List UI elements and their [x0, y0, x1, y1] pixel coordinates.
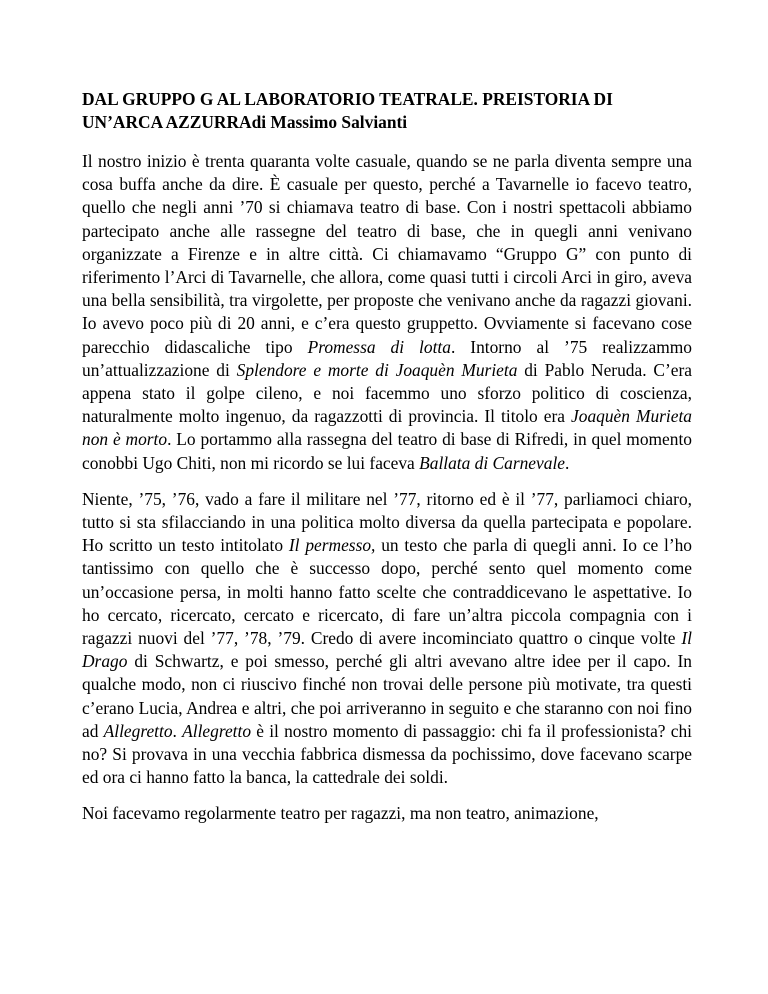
paragraph-text: di Pablo Neruda. C’era appena stato il golpe cileno, e noi facemmo uno sforzo politico di coscienza, naturalmente molto ingenuo, da ragazzotti di provincia. Il titolo era: [82, 359, 692, 427]
paragraph-text: .: [565, 452, 570, 473]
paragraph-2: [82, 488, 692, 790]
paragraph-text: Il nostro inizio è trenta quaranta volte casuale, quando se ne parla diventa sempre una cosa buffa anche da dire. È casuale per questo, perché a Tavarnelle io facevo teatro, quello che negli anni ’70 si chiamava teatro di base. Con i nostri spettacoli abbiamo partecipato anche alle rassegne del teatro di base, che in quegli anni venivano organizzate a Firenze e in altre città. Ci chiamavamo “Gruppo G” con punto di riferimento l’Arci di Tavarnelle, che allora, come quasi tutti i circoli Arci in giro, aveva una bella sensibilità, tra virgolette, per proposte che venivano anche da ragazzi giovani. Io avevo poco più di 20 anni, e c’era questo gruppetto. Ovviamente si facevano cose parecchio didascaliche tipo: [82, 151, 692, 357]
paragraph-1: [82, 150, 692, 475]
italic-title-text: Splendore e morte di Joaquèn Murieta: [236, 359, 518, 380]
document-page: [82, 88, 692, 839]
paragraph-text: è il nostro momento di passaggio: chi fa il professionista? chi no? Si provava in una vecchia fabbrica dismessa da pochissimo, dove facevano scarpe ed ora ci hanno fatto la banca, la cattedrale dei soldi.: [82, 720, 692, 788]
document-title: DAL GRUPPO G AL LABORATORIO TEATRALE. PREISTORIA DI UN’ARCA AZZURRAdi Massimo Salvianti: [82, 89, 613, 132]
paragraph-text: di Schwartz, e poi smesso, perché gli altri avevano altre idee per il capo. In qualche modo, non ci riuscivo finché non trovai delle persone più motivate, tra questi c’erano Lucia, Andrea e altri, che poi arriveranno in seguito e che staranno con noi fino ad: [82, 651, 692, 741]
italic-title-text: Ballata di Carnevale: [419, 452, 565, 473]
italic-title-text: Il permesso,: [288, 535, 376, 556]
paragraph-text: Noi facevamo regolarmente teatro per ragazzi, ma non teatro, animazione,: [82, 803, 599, 824]
paragraph-text: Niente, ’75, ’76, vado a fare il militare nel ’77, ritorno ed è il ’77, parliamoci chiaro, tutto si sta sfilacciando in una politica molto diversa da quella partecipata e popolare. Ho scritto un testo intitolato: [82, 488, 692, 556]
paragraph-3: [82, 802, 692, 825]
italic-title-text: Joaquèn Murieta non è morto: [82, 406, 692, 450]
paragraph-text: . Intorno al ’75 realizzammo un’attualizzazione di: [82, 336, 692, 380]
paragraph-text: . Lo portammo alla rassegna del teatro di base di Rifredi, in quel momento conobbi Ugo Chiti, non mi ricordo se lui faceva: [82, 429, 692, 473]
paragraph-text: un testo che parla di quegli anni. Io ce l’ho tantissimo con quello che è successo dopo, perché sento quel momento come un’occasione persa, in molti hanno fatto scelte che contraddicevano le aspettative. Io ho cercato, ricercato, cercato e ricercato, di fare un’altra piccola compagnia con i ragazzi nuovi del ’77, ’78, ’79. Credo di avere incominciato quattro o cinque volte: [82, 535, 692, 649]
italic-title-text: Allegretto: [182, 720, 252, 741]
italic-title-text: Il Drago: [82, 628, 692, 672]
paragraph-text: .: [172, 720, 183, 741]
italic-title-text: Allegretto: [103, 720, 173, 741]
italic-title-text: Promessa di lotta: [307, 336, 451, 357]
